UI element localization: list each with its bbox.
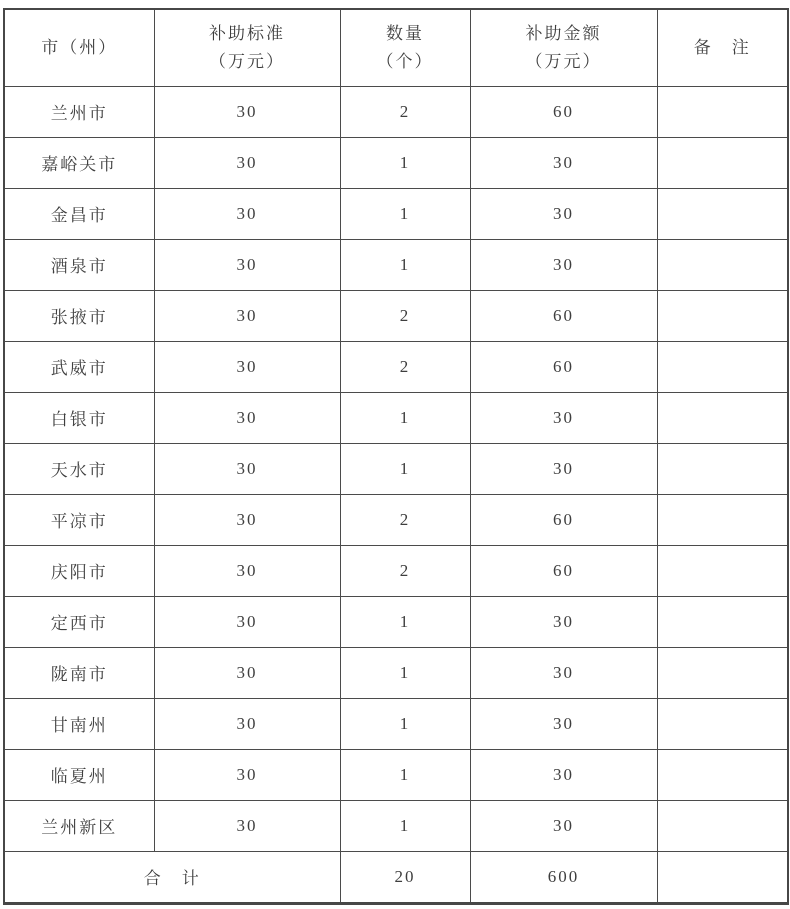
table-row [4,392,788,443]
header-count-unit: （个） [376,51,434,71]
count-cell: 2 [340,290,470,341]
count-cell: 2 [340,494,470,545]
count-cell: 1 [340,647,470,698]
table-row [4,188,788,239]
total-amount-cell: 600 [470,851,657,903]
table-row [4,290,788,341]
count-cell: 1 [340,698,470,749]
standard-cell: 30 [154,749,340,800]
table-header-row [4,9,788,86]
header-note [657,9,788,86]
note-cell [657,239,788,290]
standard-cell: 30 [154,290,340,341]
region-cell: 白银市 [4,392,154,443]
note-cell [657,647,788,698]
region-cell: 张掖市 [4,290,154,341]
amount-cell: 60 [470,545,657,596]
note-cell [657,443,788,494]
header-count-label: 数量 [386,23,424,43]
table-row [4,86,788,137]
amount-cell: 60 [470,341,657,392]
count-cell: 2 [340,86,470,137]
count-cell: 2 [340,545,470,596]
amount-cell: 30 [470,188,657,239]
region-cell: 金昌市 [4,188,154,239]
standard-cell: 30 [154,494,340,545]
count-cell: 1 [340,392,470,443]
standard-cell: 30 [154,443,340,494]
header-standard [154,9,340,86]
region-cell: 兰州新区 [4,800,154,851]
header-amount-label: 补助金额 [525,23,602,43]
table-row [4,137,788,188]
header-standard-unit: （万元） [209,51,285,71]
note-cell [657,800,788,851]
table-row [4,749,788,800]
standard-cell: 30 [154,86,340,137]
note-cell [657,698,788,749]
table-row [4,341,788,392]
amount-cell: 60 [470,494,657,545]
standard-cell: 30 [154,341,340,392]
standard-cell: 30 [154,545,340,596]
note-cell [657,341,788,392]
table-row [4,239,788,290]
subsidy-table [3,8,789,905]
table-row [4,494,788,545]
standard-cell: 30 [154,698,340,749]
amount-cell: 30 [470,239,657,290]
amount-cell: 30 [470,698,657,749]
note-cell [657,137,788,188]
header-count [340,9,470,86]
standard-cell: 30 [154,596,340,647]
count-cell: 1 [340,137,470,188]
header-amount [470,9,657,86]
region-cell: 天水市 [4,443,154,494]
note-cell [657,188,788,239]
region-cell: 甘南州 [4,698,154,749]
total-count-cell: 20 [340,851,470,903]
table-row [4,545,788,596]
amount-cell: 30 [470,749,657,800]
count-cell: 1 [340,443,470,494]
amount-cell: 60 [470,290,657,341]
standard-cell: 30 [154,647,340,698]
region-cell: 兰州市 [4,86,154,137]
count-cell: 1 [340,596,470,647]
table-row [4,698,788,749]
table-row [4,647,788,698]
amount-cell: 30 [470,647,657,698]
table-total-row [4,851,788,903]
table-row [4,443,788,494]
amount-cell: 30 [470,392,657,443]
region-cell: 陇南市 [4,647,154,698]
header-region-label: 市（州） [41,37,118,57]
table-row [4,596,788,647]
region-cell: 临夏州 [4,749,154,800]
amount-cell: 30 [470,596,657,647]
region-cell: 武威市 [4,341,154,392]
total-label-cell: 合 计 [4,851,340,903]
count-cell: 1 [340,749,470,800]
standard-cell: 30 [154,392,340,443]
region-cell: 庆阳市 [4,545,154,596]
count-cell: 1 [340,188,470,239]
region-cell: 嘉峪关市 [4,137,154,188]
header-note-label: 备 注 [693,37,751,57]
note-cell [657,494,788,545]
count-cell: 2 [340,341,470,392]
table-row [4,800,788,851]
amount-cell: 60 [470,86,657,137]
amount-cell: 30 [470,443,657,494]
standard-cell: 30 [154,800,340,851]
standard-cell: 30 [154,239,340,290]
amount-cell: 30 [470,800,657,851]
standard-cell: 30 [154,188,340,239]
header-standard-label: 补助标准 [209,23,285,43]
count-cell: 1 [340,239,470,290]
header-amount-unit: （万元） [525,51,602,71]
note-cell [657,290,788,341]
region-cell: 定西市 [4,596,154,647]
total-note-cell [657,851,788,903]
amount-cell: 30 [470,137,657,188]
count-cell: 1 [340,800,470,851]
note-cell [657,596,788,647]
region-cell: 酒泉市 [4,239,154,290]
standard-cell: 30 [154,137,340,188]
note-cell [657,749,788,800]
note-cell [657,545,788,596]
header-region [4,9,154,86]
region-cell: 平凉市 [4,494,154,545]
note-cell [657,86,788,137]
note-cell [657,392,788,443]
